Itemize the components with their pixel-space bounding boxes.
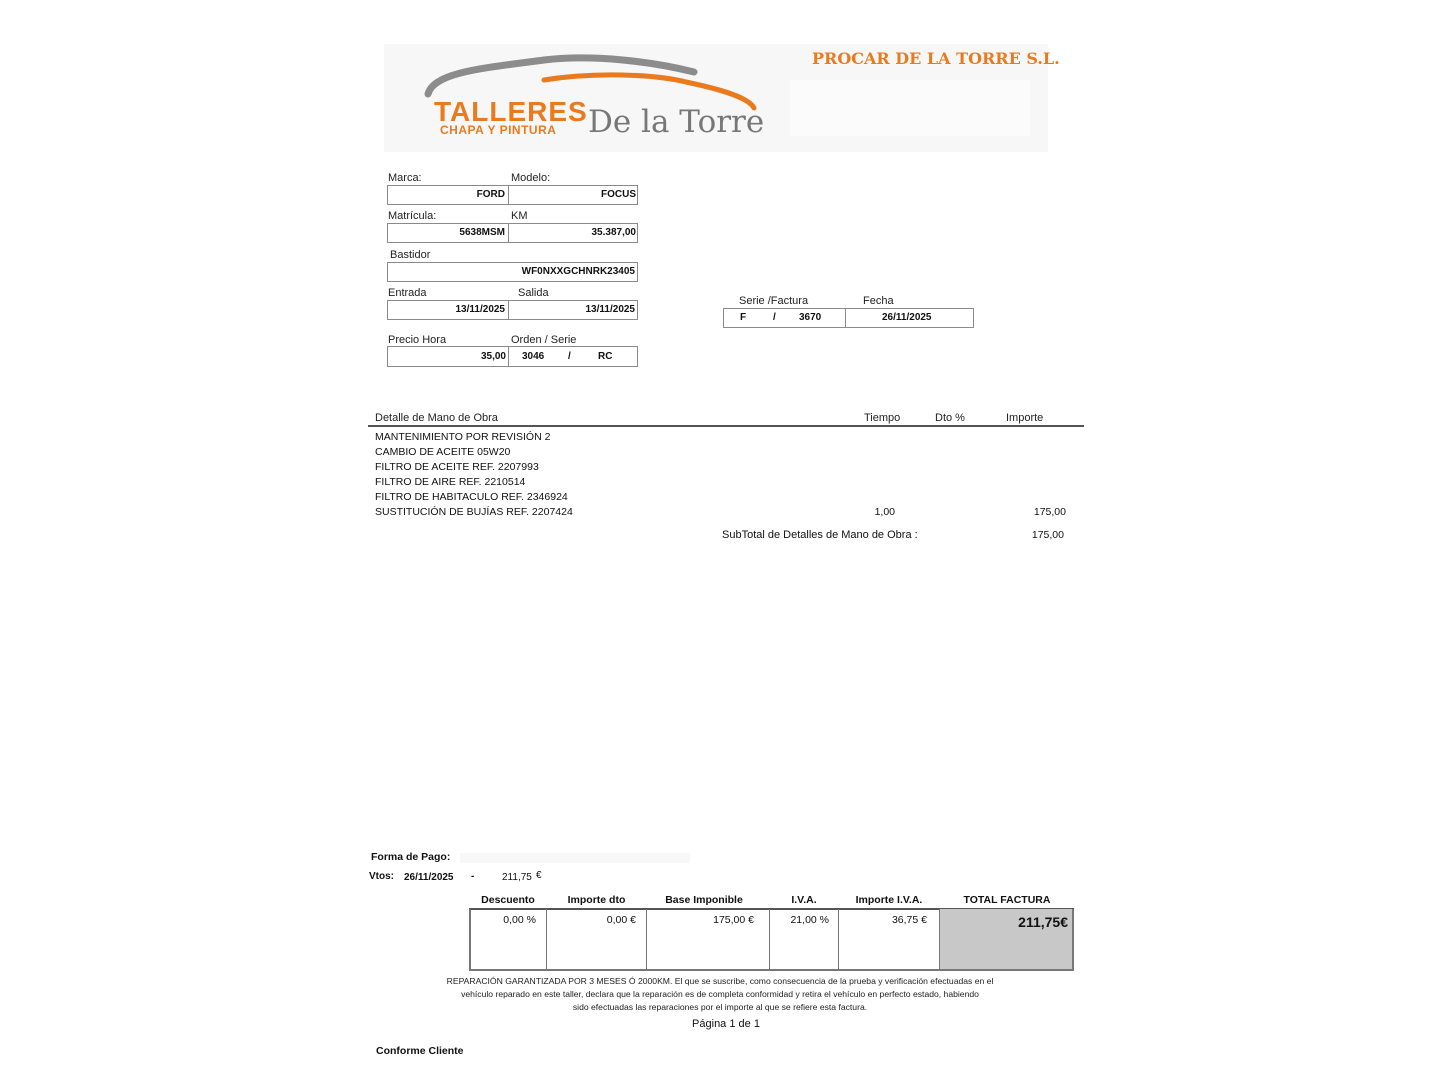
- km-label: KM: [511, 210, 528, 222]
- serie-factura-label: Serie /Factura: [739, 295, 809, 307]
- divider: [508, 346, 509, 367]
- marca-label: Marca:: [388, 172, 422, 184]
- importe-dto-value: 0,00 €: [547, 909, 647, 970]
- dto-header: Dto %: [935, 412, 965, 424]
- vto-fecha: 26/11/2025: [404, 872, 454, 883]
- forma-pago-label: Forma de Pago:: [371, 851, 451, 863]
- salida-label: Salida: [518, 287, 549, 299]
- entrada-value: 13/11/2025: [455, 304, 505, 315]
- labor-line: FILTRO DE AIRE REF. 2210514: [375, 476, 526, 488]
- total-factura-value: 211,75€: [940, 909, 1072, 969]
- precio-hora-value: 35,00: [480, 351, 506, 362]
- bastidor-label: Bastidor: [390, 249, 431, 261]
- entrada-label: Entrada: [388, 287, 427, 299]
- orden-separator: /: [568, 351, 571, 362]
- blurred-company-info: [790, 80, 1030, 136]
- bastidor-value: WF0NXXGCHNRK23405: [521, 266, 635, 277]
- table-header-rule: [368, 425, 1084, 427]
- km-value: 35.387,00: [591, 227, 636, 238]
- legal-line-1: REPARACIÓN GARANTIZADA POR 3 MESES Ó 2000KM. El que se suscribe, como consecuencia de la prueba y verificación efectuadas en el: [446, 976, 994, 986]
- labor-line: FILTRO DE HABITACULO REF. 2346924: [375, 491, 568, 503]
- marca-value: FORD: [476, 189, 505, 200]
- orden-value: 3046: [522, 351, 545, 362]
- logo-word-sub: CHAPA Y PINTURA: [440, 123, 557, 137]
- importe-iva-header: Importe I.V.A.: [855, 894, 923, 906]
- vto-currency: €: [536, 870, 542, 881]
- importe-header: Importe: [1006, 412, 1044, 424]
- logo-word-script: De la Torre: [588, 104, 765, 140]
- labor-line: MANTENIMIENTO POR REVISIÓN 2: [375, 431, 551, 443]
- importe-dto-header: Importe dto: [567, 894, 626, 906]
- subtotal-value: 175,00: [1031, 529, 1064, 541]
- serie-fecha-box: [723, 308, 974, 328]
- divider: [508, 223, 509, 243]
- page-number: Página 1 de 1: [692, 1018, 760, 1030]
- factura-number: 3670: [799, 312, 822, 323]
- iva-header: I.V.A.: [791, 894, 817, 906]
- vtos-label: Vtos:: [369, 871, 394, 882]
- labor-line: SUSTITUCIÓN DE BUJÍAS REF. 2207424: [375, 506, 573, 518]
- legal-text: [380, 975, 1060, 1014]
- matricula-label: Matrícula:: [388, 210, 437, 222]
- labor-importe: 175,00: [1033, 506, 1066, 518]
- tiempo-header: Tiempo: [864, 412, 901, 424]
- logo-word-main: TALLERES: [434, 96, 588, 127]
- labor-line: FILTRO DE ACEITE REF. 2207993: [375, 461, 539, 473]
- total-factura-header: TOTAL FACTURA: [963, 894, 1051, 906]
- orden-serie-value: RC: [598, 351, 613, 362]
- divider: [508, 300, 509, 320]
- iva-value: 21,00 %: [770, 909, 839, 970]
- blurred-payment-method: [460, 853, 690, 863]
- labor-tiempo: 1,00: [874, 506, 895, 518]
- fecha-label: Fecha: [863, 295, 894, 307]
- matricula-value: 5638MSM: [459, 227, 505, 238]
- modelo-value: FOCUS: [601, 189, 636, 200]
- detalle-header: Detalle de Mano de Obra: [375, 412, 498, 424]
- base-imponible-header: Base Imponible: [665, 894, 743, 906]
- salida-value: 13/11/2025: [585, 304, 635, 315]
- serie-separator: /: [773, 312, 776, 323]
- fecha-value: 26/11/2025: [882, 312, 932, 323]
- modelo-label: Modelo:: [511, 172, 551, 184]
- company-name: PROCAR DE LA TORRE S.L.: [812, 49, 1060, 68]
- vto-separator: -: [471, 871, 475, 882]
- base-imponible-value: 175,00 €: [647, 909, 770, 970]
- divider: [508, 185, 509, 205]
- legal-line-3: sido efectuadas las reparaciones por el importe al que se refiere esta factura.: [572, 1002, 868, 1012]
- subtotal-label: SubTotal de Detalles de Mano de Obra :: [722, 529, 918, 541]
- labor-line: CAMBIO DE ACEITE 05W20: [375, 446, 511, 458]
- divider: [845, 308, 846, 328]
- orden-serie-label: Orden / Serie: [511, 334, 577, 346]
- importe-iva-value: 36,75 €: [839, 909, 940, 970]
- precio-hora-label: Precio Hora: [388, 334, 447, 346]
- serie-value: F: [740, 312, 747, 323]
- conforme-cliente: Conforme Cliente: [376, 1045, 464, 1057]
- legal-line-2: vehículo reparado en este taller, declara que la reparación es de completa conformidad y retira el vehículo en perfecto estado, habiendo: [461, 989, 979, 999]
- descuento-header: Descuento: [481, 894, 535, 906]
- descuento-value: 0,00 %: [471, 909, 547, 970]
- vto-importe: 211,75: [502, 872, 532, 883]
